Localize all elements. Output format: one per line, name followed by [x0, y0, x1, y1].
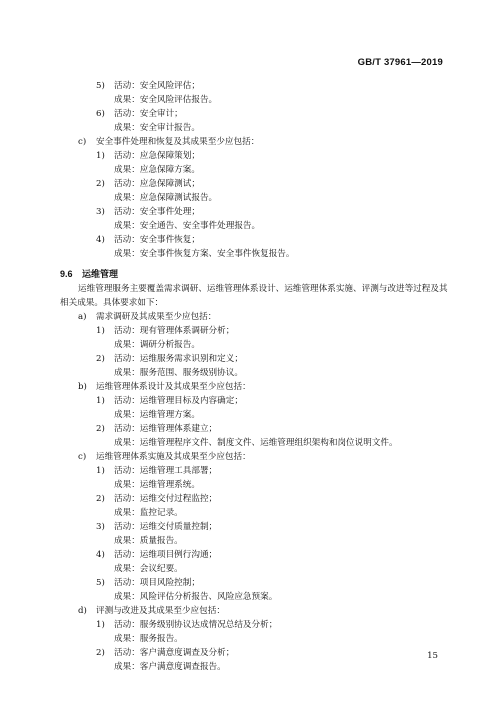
- result-text: 成果：运维管理程序文件、制度文件、运维管理组织架构和岗位说明文件。: [114, 438, 398, 448]
- list-item: 2) 活动：运维交付过程监控；: [96, 494, 218, 504]
- result-text: 成果：应急保障测试报告。: [114, 193, 218, 203]
- result-text: 成果：安全通告、安全事件处理报告。: [114, 221, 261, 231]
- list-item: 1) 活动：应急保障策划；: [96, 151, 200, 161]
- subsection-d: d) 评测与改进及其成果至少应包括：: [78, 606, 225, 616]
- result-text: 成果：服务报告。: [114, 634, 183, 644]
- result-text: 成果：运维管理系统。: [114, 480, 200, 490]
- activity-text: 活动：安全风险评估；: [114, 81, 200, 91]
- page-number: 15: [427, 651, 438, 661]
- result-text: 成果：客户满意度调查报告。: [114, 662, 226, 672]
- list-item: 4) 活动：安全事件恢复；: [96, 235, 200, 245]
- list-item: 3) 活动：运维交付质量控制；: [96, 522, 218, 532]
- standard-code: GB/T 37961—2019: [357, 57, 443, 68]
- activity-text: 活动：安全审计；: [114, 109, 183, 119]
- result-text: 成果：安全审计报告。: [114, 123, 200, 133]
- list-item: 1) 活动：运维管理工具部署；: [96, 466, 218, 476]
- result-text: 成果：监控记录。: [114, 508, 183, 518]
- list-item: 4) 活动：运维项目例行沟通；: [96, 550, 218, 560]
- subsection-b: b) 运维管理体系设计及其成果至少应包括：: [78, 382, 251, 392]
- list-item: 2) 活动：客户满意度调查及分析；: [96, 648, 235, 658]
- list-item: 1) 活动：运维管理目标及内容确定；: [96, 396, 243, 406]
- subsection-c: c) 运维管理体系实施及其成果至少应包括：: [78, 452, 251, 462]
- list-item: 5) 活动：项目风险控制；: [96, 578, 200, 588]
- result-text: 成果：应急保障方案。: [114, 165, 200, 175]
- result-text: 成果：调研分析报告。: [114, 340, 200, 350]
- result-text: 成果：风险评估分析报告、风险应急预案。: [114, 592, 278, 602]
- section-title: 运维管理: [82, 269, 119, 279]
- section-number: 9.6: [60, 269, 73, 279]
- section-heading: [60, 268, 118, 281]
- subsection-c-top: c) 安全事件处理和恢复及其成果至少应包括：: [78, 137, 260, 147]
- result-text: 成果：运维管理方案。: [114, 410, 200, 420]
- intro-line-2: 相关成果。具体要求如下：: [60, 298, 164, 308]
- list-item: 2) 活动：运维服务需求识别和定义；: [96, 354, 243, 364]
- list-item-marker: 6) 活动：安全审计；: [96, 109, 183, 119]
- result-text: 成果：服务范围、服务级别协议。: [114, 368, 243, 378]
- list-item-marker: 5) 活动：安全风险评估；: [96, 81, 200, 91]
- list-item: 3) 活动：安全事件处理；: [96, 207, 200, 217]
- result-text: 成果：会议纪要。: [114, 564, 183, 574]
- list-item: 2) 活动：运维管理体系建立；: [96, 424, 218, 434]
- result-text: 成果：安全事件恢复方案、安全事件恢复报告。: [114, 249, 295, 259]
- subsection-a: a) 需求调研及其成果至少应包括：: [78, 312, 217, 322]
- list-item: 1) 活动：现有管理体系调研分析；: [96, 326, 235, 336]
- result-text: 成果：质量报告。: [114, 536, 183, 546]
- result-text: 成果：安全风险评估报告。: [114, 95, 218, 105]
- intro-line-1: 运维管理服务主要覆盖需求调研、运维管理体系设计、运维管理体系实施、评测与改进等过程及其: [78, 284, 448, 294]
- list-item: 2) 活动：应急保障测试；: [96, 179, 200, 189]
- list-item: 1) 活动：服务级别协议达成情况总结及分析；: [96, 620, 278, 630]
